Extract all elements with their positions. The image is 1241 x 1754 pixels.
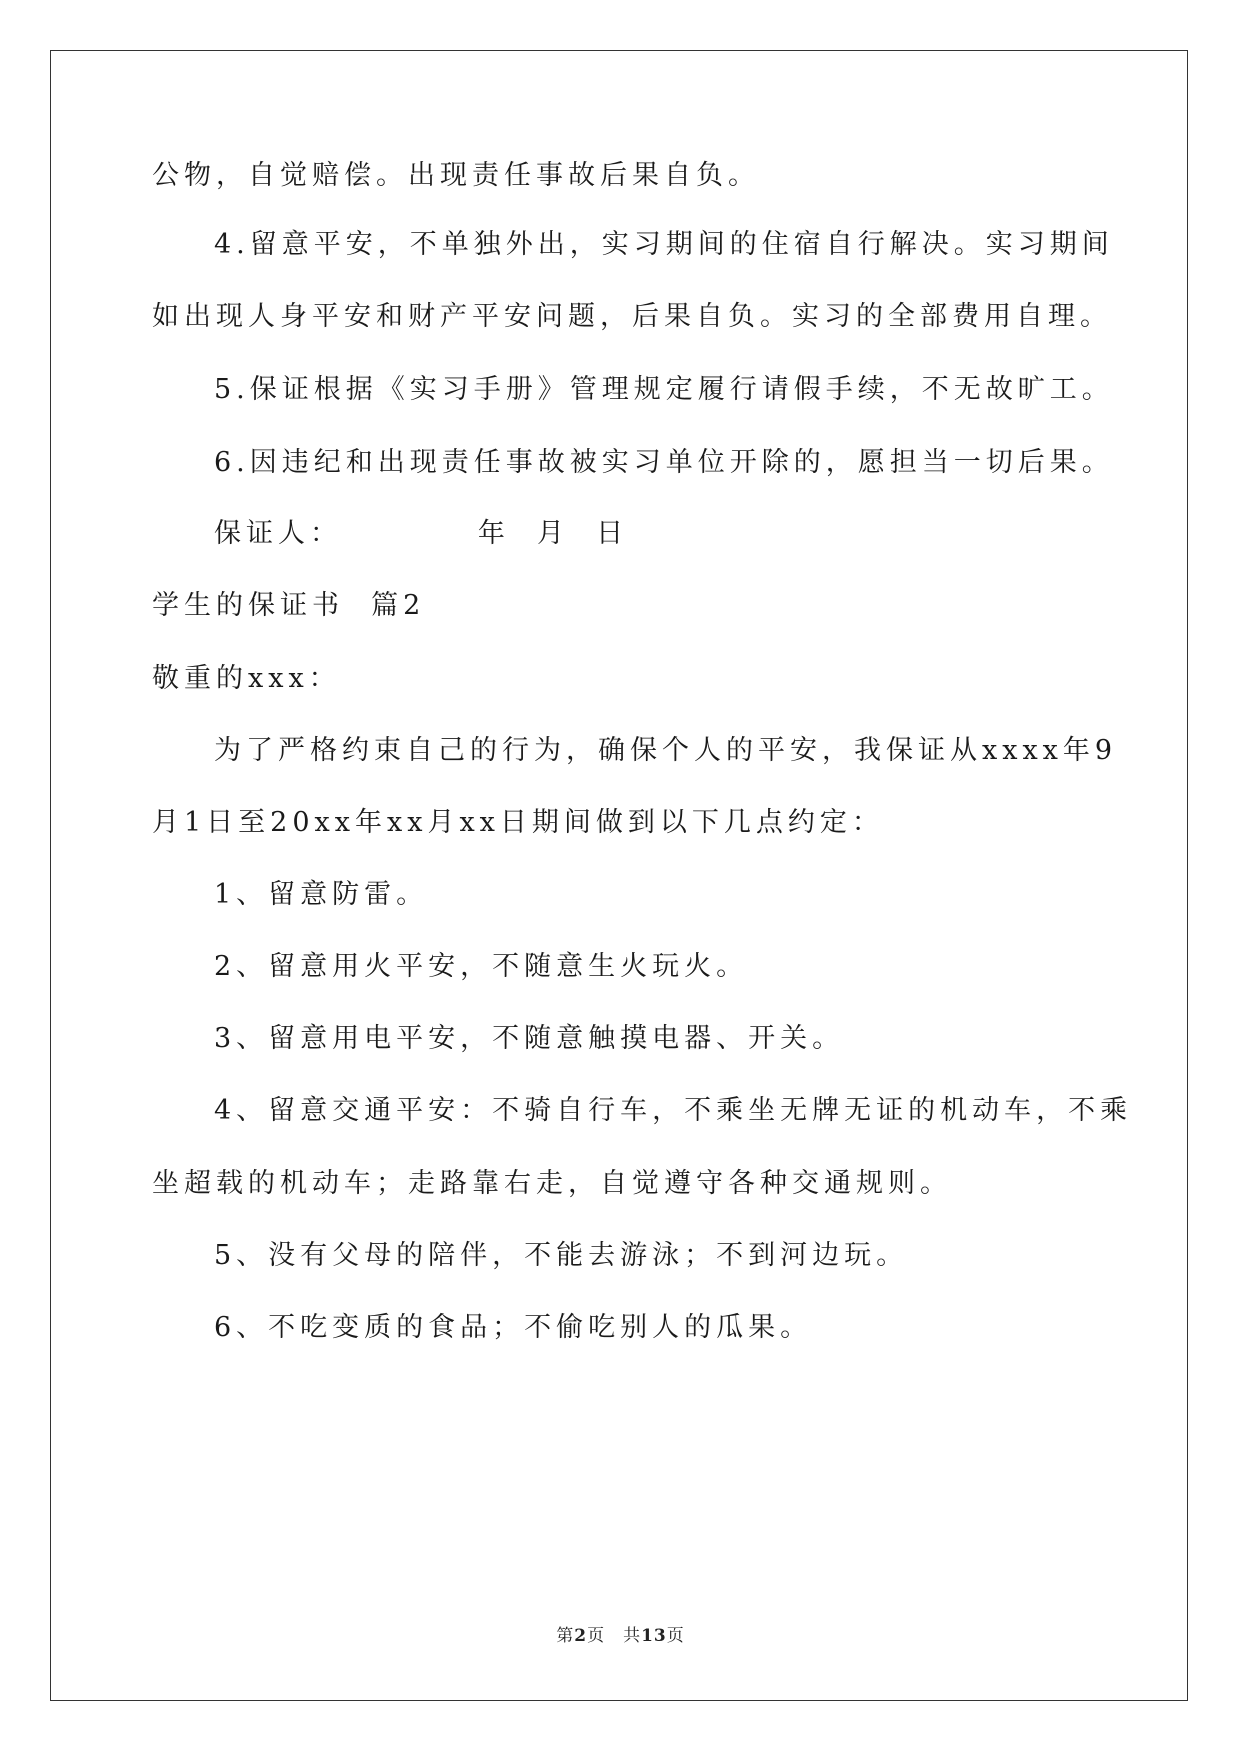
total-prefix: 共 xyxy=(623,1626,642,1646)
page-number: 2 xyxy=(574,1626,588,1646)
text-line: 为了严格约束自己的行为，确保个人的平安，我保证从xxxx年9 xyxy=(214,735,1118,766)
total-pages: 13 xyxy=(641,1626,667,1646)
page-prefix: 第 xyxy=(556,1626,575,1646)
text-line: 如出现人身平安和财产平安问题，后果自负。实习的全部费用自理。 xyxy=(152,301,1112,332)
signature-line: 保证人： 年 月 日 xyxy=(214,518,629,549)
page-suffix: 页 xyxy=(587,1626,606,1646)
page-border xyxy=(50,50,1188,1701)
list-item: 3、留意用电平安，不随意触摸电器、开关。 xyxy=(214,1023,845,1054)
text-line: 5.保证根据《实习手册》管理规定履行请假手续，不无故旷工。 xyxy=(214,374,1114,405)
list-item: 2、留意用火平安，不随意生火玩火。 xyxy=(214,951,749,982)
text-line: 月1日至20xx年xx月xx日期间做到以下几点约定： xyxy=(152,807,884,838)
list-item: 4、留意交通平安：不骑自行车，不乘坐无牌无证的机动车，不乘 xyxy=(214,1095,1133,1126)
text-line: 坐超载的机动车；走路靠右走，自觉遵守各种交通规则。 xyxy=(152,1168,952,1199)
total-suffix: 页 xyxy=(666,1626,685,1646)
text-line: 公物，自觉赔偿。出现责任事故后果自负。 xyxy=(152,160,760,191)
list-item: 1、留意防雷。 xyxy=(214,879,429,910)
page-footer xyxy=(0,1621,1241,1646)
text-line: 4.留意平安，不单独外出，实习期间的住宿自行解决。实习期间 xyxy=(214,229,1114,260)
salutation: 敬重的xxx： xyxy=(152,663,341,694)
list-item: 6、不吃变质的食品；不偷吃别人的瓜果。 xyxy=(214,1312,813,1343)
list-item: 5、没有父母的陪伴，不能去游泳；不到河边玩。 xyxy=(214,1240,909,1271)
text-line: 6.因违纪和出现责任事故被实习单位开除的，愿担当一切后果。 xyxy=(214,447,1114,478)
section-title: 学生的保证书 篇2 xyxy=(152,590,426,621)
